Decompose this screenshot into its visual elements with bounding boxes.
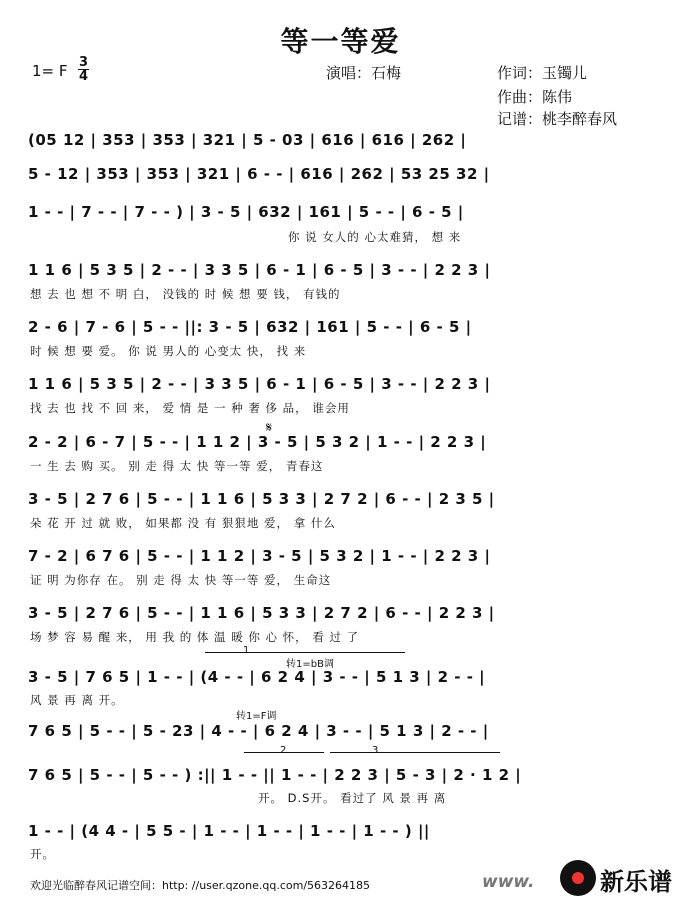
time-sig-top: 3 — [79, 55, 89, 70]
score-row-1-notes: (05 12 | 353 | 353 | 321 | 5 - 03 | 616 | 616 | 262 | — [28, 131, 467, 149]
score-row-8-notes: 3 - 5 | 2 7 6 | 5 - - | 1 1 6 | 5 3 3 | 2 7 2 | 6 - - | 2 3 5 | — [28, 490, 495, 508]
logo-text: 新乐谱 — [600, 868, 672, 896]
volta-3-bracket — [330, 752, 500, 753]
score-row-4-notes: 1 1 6 | 5 3 5 | 2 - - | 3 3 5 | 6 - 1 | 6 - 5 | 3 - - | 2 2 3 | — [28, 261, 491, 279]
score-row-7-notes: 2 - 2 | 6 - 7 | 5 - - | 1 1 2 | 3 - 5 | 5 3 2 | 1 - - | 2 2 3 | — [28, 433, 487, 451]
score-row-8-lyrics: 朵 花 开 过 就 败， 如果都 没 有 狠狠地 爱， 拿 什么 — [30, 516, 336, 530]
key-signature: 1= F — [32, 62, 68, 80]
volta-2-number: 2 — [280, 745, 287, 756]
key-change-f: 转1=F调 — [236, 711, 277, 722]
score-row-9-notes: 7 - 2 | 6 7 6 | 5 - - | 1 1 2 | 3 - 5 | 5 3 2 | 1 - - | 2 2 3 | — [28, 547, 491, 565]
site-logo — [560, 856, 680, 900]
score-row-13-lyrics: 开。 D.S开。 看过了 风 景 再 离 — [258, 791, 447, 805]
volta-1-bracket — [205, 652, 405, 653]
score-row-5-lyrics: 时 候 想 要 爱。 你 说 男人的 心变太 快， 找 来 — [30, 344, 307, 358]
score-row-3-lyrics: 你 说 女人的 心太难猜， 想 来 — [288, 230, 462, 244]
transcriber-credit: 记谱：桃李醉春风 — [497, 110, 618, 128]
composer-credit: 作曲：陈伟 — [497, 88, 573, 106]
score-row-5-notes: 2 - 6 | 7 - 6 | 5 - - ||: 3 - 5 | 632 | 161 | 5 - - | 6 - 5 | — [28, 318, 472, 336]
score-row-6-lyrics: 找 去 也 找 不 回 来， 爱 情 是 一 种 奢 侈 品， 谁会用 — [30, 401, 350, 415]
lyricist-credit: 作词：玉镯儿 — [497, 64, 588, 82]
volta-1-number: 1 — [243, 645, 250, 656]
volta-3-number: 3 — [372, 745, 379, 756]
score-row-2-notes: 5 - 12 | 353 | 353 | 321 | 6 - - | 616 | 262 | 53 25 32 | — [28, 165, 490, 183]
score-row-7-lyrics: 一 生 去 购 买。 别 走 得 太 快 等一等 爱， 青春这 — [30, 459, 324, 473]
score-row-14-notes: 1 - - | (4 4 - | 5 5 - | 1 - - | 1 - - | 1 - - | 1 - - ) || — [28, 822, 430, 840]
score-row-13-notes: 7 6 5 | 5 - - | 5 - - ) :|| 1 - - || 1 - - | 2 2 3 | 5 - 3 | 2 · 1 2 | — [28, 766, 522, 784]
score-row-4-lyrics: 想 去 也 想 不 明 白， 没钱的 时 候 想 要 钱， 有钱的 — [30, 287, 341, 301]
song-title: 等一等爱 — [280, 25, 401, 58]
footer-text: 欢迎光临醉春风记谱空间：http: //user.qzone.qq.com/563264185 — [30, 879, 371, 892]
score-row-9-lyrics: 证 明 为你存 在。 别 走 得 太 快 等一等 爱， 生命这 — [30, 573, 332, 587]
record-icon — [560, 860, 596, 896]
key-change-bb: 转1=bB调 — [286, 659, 334, 670]
segno-sign: 𝄋 — [266, 420, 273, 436]
score-row-6-notes: 1 1 6 | 5 3 5 | 2 - - | 3 3 5 | 6 - 1 | 6 - 5 | 3 - - | 2 2 3 | — [28, 375, 491, 393]
score-row-11-lyrics: 风 景 再 离 开。 — [30, 693, 124, 707]
score-row-10-lyrics: 场 梦 容 易 醒 来， 用 我 的 体 温 暖 你 心 怀， 看 过 了 — [30, 630, 360, 644]
score-row-3-notes: 1 - - | 7 - - | 7 - - ) | 3 - 5 | 632 | 161 | 5 - - | 6 - 5 | — [28, 203, 464, 221]
score-row-11-notes: 3 - 5 | 7 6 5 | 1 - - | (4 - - | 6 2 4 | 3 - - | 5 1 3 | 2 - - | — [28, 668, 486, 686]
score-row-14-lyrics: 开。 — [30, 847, 55, 861]
score-row-12-notes: 7 6 5 | 5 - - | 5 - 23 | 4 - - | 6 2 4 | 3 - - | 5 1 3 | 2 - - | — [28, 722, 489, 740]
watermark-text: www. — [482, 872, 535, 892]
singer-credit: 演唱：石梅 — [326, 64, 402, 82]
time-sig-bottom: 4 — [79, 69, 89, 84]
time-signature — [78, 56, 89, 83]
score-row-10-notes: 3 - 5 | 2 7 6 | 5 - - | 1 1 6 | 5 3 3 | 2 7 2 | 6 - - | 2 2 3 | — [28, 604, 495, 622]
